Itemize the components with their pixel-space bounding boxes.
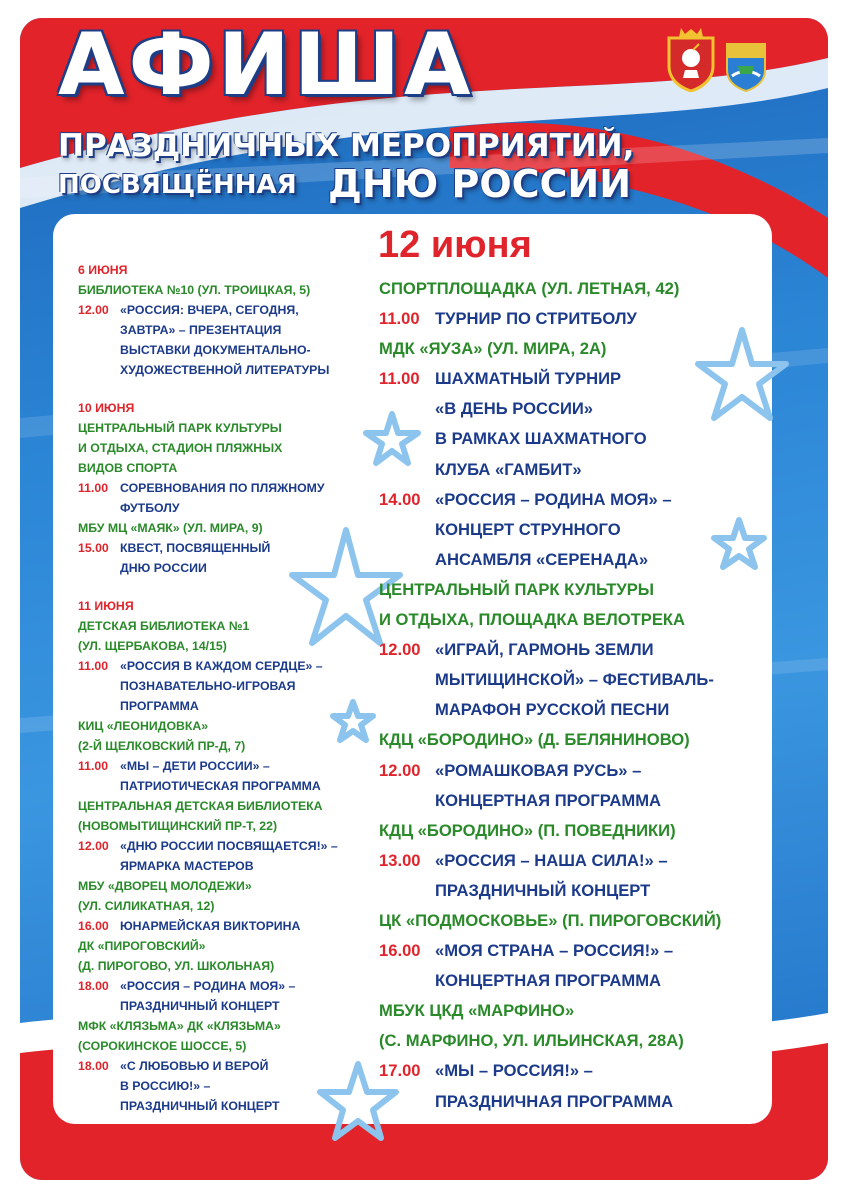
venue-line: МФК «КЛЯЗЬМА» ДК «КЛЯЗЬМА» <box>78 1019 281 1033</box>
section-date: 11 ИЮНЯ <box>78 599 134 613</box>
venue-line: СПОРТПЛОЩАДКА (УЛ. ЛЕТНАЯ, 42) <box>379 279 680 298</box>
event-title-continued: КОНЦЕРТНАЯ ПРОГРАММА <box>435 971 662 991</box>
event-title-continued: ДНЮ РОССИИ <box>120 561 207 575</box>
event-title-continued: В РОССИЮ!» – <box>120 1079 211 1093</box>
venue-line: КДЦ «БОРОДИНО» (П. ПОВЕДНИКИ) <box>379 820 676 840</box>
subtitle-line-2-large: ДНЮ РОССИИ <box>328 162 632 206</box>
section-gap <box>78 380 378 398</box>
venue-line: ДК «ПИРОГОВСКИЙ» <box>78 939 206 953</box>
venue-line: МБУ МЦ «МАЯК» (УЛ. МИРА, 9) <box>78 521 263 535</box>
venue-line: (С. МАРФИНО, УЛ. ИЛЬИНСКАЯ, 28А) <box>379 1031 684 1051</box>
date-heading-june-12: 12 июня <box>378 224 532 266</box>
event-title-continued: «В ДЕНЬ РОССИИ» <box>435 399 594 419</box>
event-line <box>78 656 378 676</box>
event-line <box>78 538 378 558</box>
mytishchi-coat-of-arms-icon <box>724 40 768 92</box>
venue-line: ЦЕНТРАЛЬНЫЙ ПАРК КУЛЬТУРЫ <box>379 579 655 599</box>
venue-line: (СОРОКИНСКОЕ ШОССЕ, 5) <box>78 1039 247 1053</box>
event-line <box>379 635 759 665</box>
subtitle-line-1: ПРАЗДНИЧНЫХ МЕРОПРИЯТИЙ, <box>58 128 635 164</box>
event-title-continued: ПАТРИОТИЧЕСКАЯ ПРОГРАММА <box>120 779 321 793</box>
event-line <box>78 756 378 776</box>
venue-line: БИБЛИОТЕКА №10 (УЛ. ТРОИЦКАЯ, 5) <box>78 283 311 297</box>
event-line <box>78 836 378 856</box>
event-time: 16.00 <box>379 941 421 961</box>
venue-line: МБУ «ДВОРЕЦ МОЛОДЕЖИ» <box>78 879 252 893</box>
event-time: 11.00 <box>379 369 420 389</box>
venue-line: ЦЕНТРАЛЬНЫЙ ПАРК КУЛЬТУРЫ <box>78 421 282 435</box>
event-time: 14.00 <box>379 489 421 509</box>
event-line <box>379 936 759 966</box>
event-title-continued: МАРАФОН РУССКОЙ ПЕСНИ <box>435 700 670 720</box>
section-gap <box>78 578 378 596</box>
event-line <box>379 846 759 876</box>
venue-line: ДЕТСКАЯ БИБЛИОТЕКА №1 <box>78 619 250 633</box>
moscow-oblast-coat-of-arms-icon <box>663 26 719 92</box>
event-line <box>78 478 378 498</box>
event-title-continued: ПРАЗДНИЧНЫЙ КОНЦЕРТ <box>120 999 280 1013</box>
event-time: 12.00 <box>379 640 421 660</box>
event-line <box>379 485 759 515</box>
event-title-continued: ФУТБОЛУ <box>120 501 180 515</box>
poster-title: АФИША <box>58 15 475 115</box>
event-line <box>78 916 378 936</box>
event-line <box>78 1056 378 1076</box>
event-line <box>379 756 759 786</box>
event-time: 16.00 <box>78 919 109 933</box>
event-line <box>379 1056 759 1086</box>
event-title-continued: КОНЦЕРТ СТРУННОГО <box>435 519 621 539</box>
right-schedule-column <box>379 274 759 1117</box>
event-title-continued: ЗАВТРА» – ПРЕЗЕНТАЦИЯ <box>120 323 282 337</box>
event-time: 12.00 <box>78 839 109 853</box>
venue-line: ВИДОВ СПОРТА <box>78 461 178 475</box>
venue-line: (УЛ. ЩЕРБАКОВА, 14/15) <box>78 639 227 653</box>
venue-line: (2-Й ЩЕЛКОВСКИЙ ПР-Д, 7) <box>78 739 246 753</box>
event-title-continued: ХУДОЖЕСТВЕННОЙ ЛИТЕРАТУРЫ <box>120 363 330 377</box>
event-title-continued: ПРАЗДНИЧНЫЙ КОНЦЕРТ <box>435 880 651 900</box>
event-title: ТУРНИР ПО СТРИТБОЛУ <box>435 309 637 329</box>
section-date: 6 ИЮНЯ <box>78 263 128 277</box>
event-time: 11.00 <box>78 481 109 495</box>
venue-line: КДЦ «БОРОДИНО» (Д. БЕЛЯНИНОВО) <box>379 730 690 750</box>
event-line <box>78 976 378 996</box>
event-title-continued: КЛУБА «ГАМБИТ» <box>435 459 582 479</box>
event-time: 11.00 <box>379 309 420 329</box>
venue-line: КИЦ «ЛЕОНИДОВКА» <box>78 719 209 733</box>
event-title: «РОССИЯ – НАША СИЛА!» – <box>435 850 668 870</box>
section-date: 10 ИЮНЯ <box>78 401 135 415</box>
event-time: 12.00 <box>78 303 109 317</box>
event-time: 17.00 <box>379 1061 421 1081</box>
venue-line: (НОВОМЫТИЩИНСКИЙ ПР-Т, 22) <box>78 819 278 833</box>
left-schedule-column <box>78 260 378 1116</box>
event-title-continued: ПОЗНАВАТЕЛЬНО-ИГРОВАЯ <box>120 679 296 693</box>
event-title: «МОЯ СТРАНА – РОССИЯ!» – <box>435 941 674 961</box>
event-title: ЮНАРМЕЙСКАЯ ВИКТОРИНА <box>120 919 301 933</box>
event-title-continued: ЯРМАРКА МАСТЕРОВ <box>120 859 254 873</box>
venue-line: (Д. ПИРОГОВО, УЛ. ШКОЛЬНАЯ) <box>78 959 275 973</box>
venue-line: И ОТДЫХА, ПЛОЩАДКА ВЕЛОТРЕКА <box>379 610 686 630</box>
venue-line: ЦЕНТРАЛЬНАЯ ДЕТСКАЯ БИБЛИОТЕКА <box>78 799 323 813</box>
event-line <box>78 300 378 320</box>
event-title: КВЕСТ, ПОСВЯЩЕННЫЙ <box>120 541 271 555</box>
event-title-continued: ПРОГРАММА <box>120 699 199 713</box>
event-time: 11.00 <box>78 659 109 673</box>
venue-line: (УЛ. СИЛИКАТНАЯ, 12) <box>78 899 215 913</box>
event-line <box>379 364 759 394</box>
event-title: «РОССИЯ – РОДИНА МОЯ» – <box>435 489 672 509</box>
event-title-continued: ВЫСТАВКИ ДОКУМЕНТАЛЬНО- <box>120 343 311 357</box>
event-time: 13.00 <box>379 850 421 870</box>
event-title-continued: КОНЦЕРТНАЯ ПРОГРАММА <box>435 790 662 810</box>
event-time: 11.00 <box>78 759 109 773</box>
event-title: «РОССИЯ: ВЧЕРА, СЕГОДНЯ, <box>120 303 299 317</box>
event-title: «ИГРАЙ, ГАРМОНЬ ЗЕМЛИ <box>435 640 654 660</box>
event-title: ШАХМАТНЫЙ ТУРНИР <box>435 369 622 389</box>
event-time: 15.00 <box>78 541 109 555</box>
event-line <box>379 304 759 334</box>
event-title-continued: ПРАЗДНИЧНЫЙ КОНЦЕРТ <box>120 1099 280 1113</box>
event-title: «МЫ – ДЕТИ РОССИИ» – <box>120 759 270 773</box>
event-title-continued: МЫТИЩИНСКОЙ» – ФЕСТИВАЛЬ- <box>435 670 714 690</box>
event-time: 12.00 <box>379 760 421 780</box>
event-title: «РОССИЯ В КАЖДОМ СЕРДЦЕ» – <box>120 659 323 673</box>
event-title: СОРЕВНОВАНИЯ ПО ПЛЯЖНОМУ <box>120 481 325 495</box>
subtitle-line-2-small: ПОСВЯЩЁННАЯ <box>58 170 297 200</box>
venue-line: И ОТДЫХА, СТАДИОН ПЛЯЖНЫХ <box>78 441 283 455</box>
event-title: «С ЛЮБОВЬЮ И ВЕРОЙ <box>120 1059 269 1073</box>
event-title: «РОМАШКОВАЯ РУСЬ» – <box>435 760 642 780</box>
event-title-continued: ПРАЗДНИЧНАЯ ПРОГРАММА <box>435 1091 674 1111</box>
event-title: «МЫ – РОССИЯ!» – <box>435 1061 593 1081</box>
event-title: «ДНЮ РОССИИ ПОСВЯЩАЕТСЯ!» – <box>120 839 338 853</box>
venue-line: МДК «ЯУЗА» (УЛ. МИРА, 2А) <box>379 339 607 359</box>
venue-line: ЦК «ПОДМОСКОВЬЕ» (П. ПИРОГОВСКИЙ) <box>379 910 722 930</box>
event-time: 18.00 <box>78 979 109 993</box>
event-title-continued: В РАМКАХ ШАХМАТНОГО <box>435 429 647 449</box>
event-time: 18.00 <box>78 1059 109 1073</box>
venue-line: МБУК ЦКД «МАРФИНО» <box>379 1001 575 1021</box>
event-title-continued: АНСАМБЛЯ «СЕРЕНАДА» <box>435 549 649 569</box>
event-title: «РОССИЯ – РОДИНА МОЯ» – <box>120 979 296 993</box>
